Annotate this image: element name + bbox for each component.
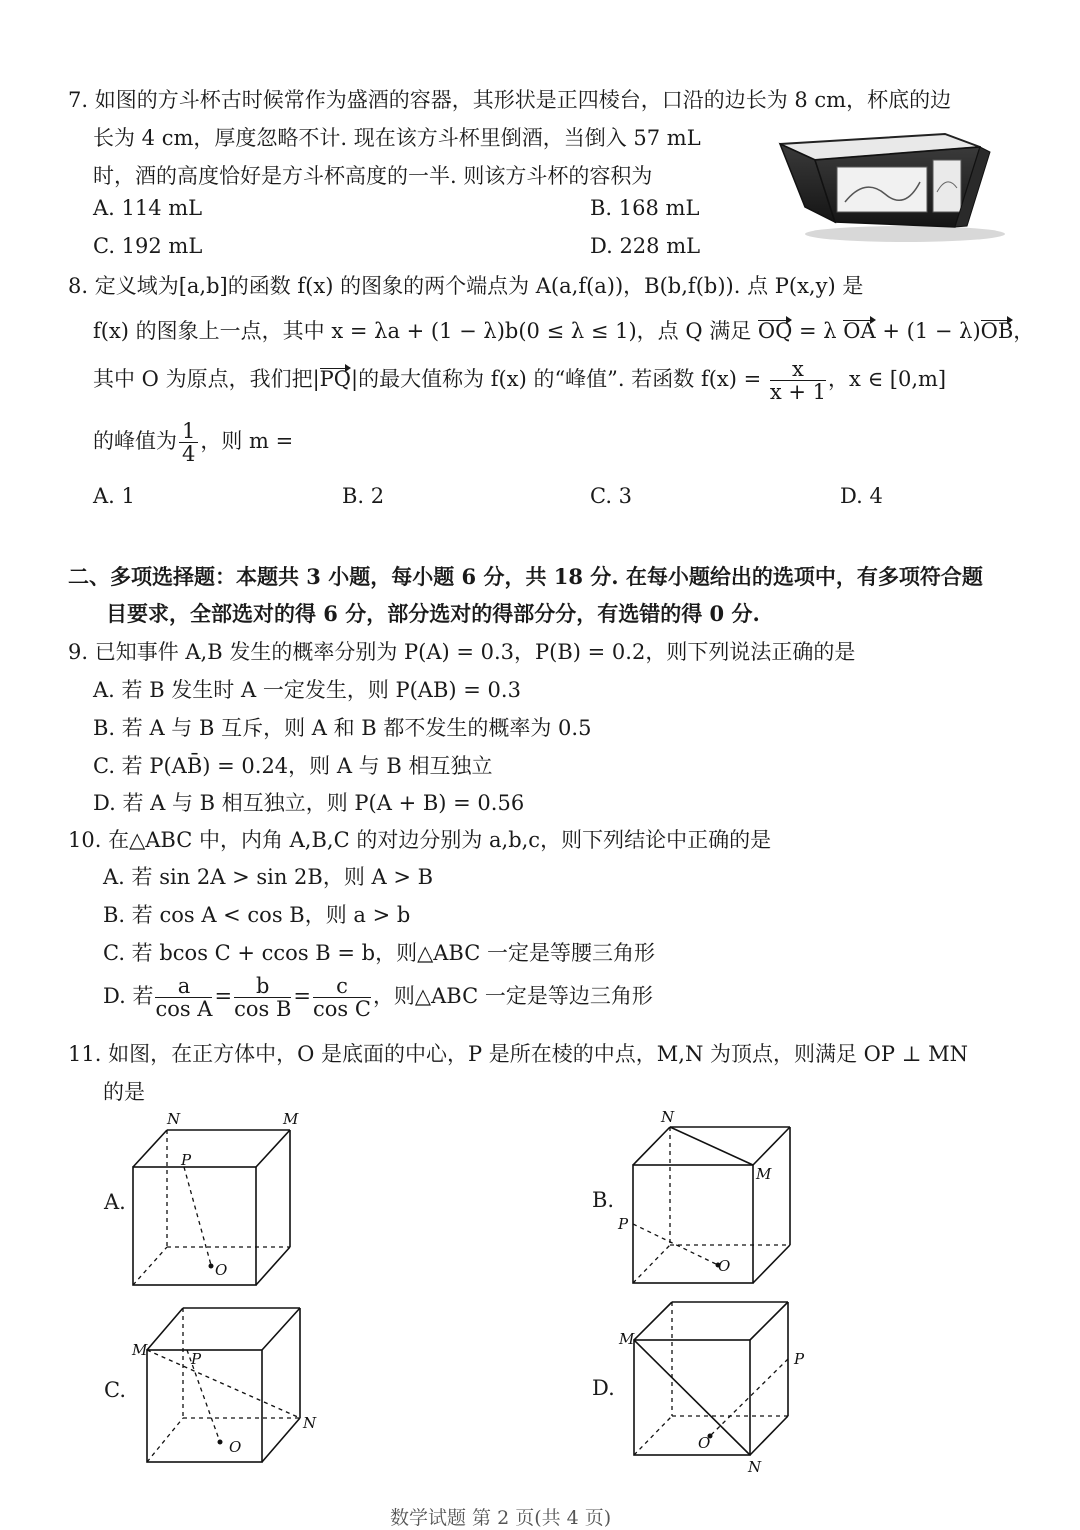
label-m: M xyxy=(756,1165,772,1183)
ratio-c-denominator: cos C xyxy=(313,997,371,1022)
label-p: P xyxy=(618,1215,629,1233)
section2-heading-line1: 二、多项选择题：本题共 3 小题，每小题 6 分，共 18 分. 在每小题给出的选项中，有多项符合题 xyxy=(68,564,983,589)
q10-option-c: C. 若 bcos C + ccos B = b，则△ABC 一定是等腰三角形 xyxy=(103,941,655,965)
q7-stem-line1: 7. 如图的方斗杯古时候常作为盛酒的容器，其形状是正四棱台，口沿的边长为 8 cm，杯底的边 xyxy=(68,88,952,112)
equals-sign-1: = xyxy=(214,984,233,1009)
label-o: O xyxy=(215,1261,228,1279)
label-m: M xyxy=(283,1110,299,1128)
q9-stem: 9. 已知事件 A,B 发生的概率分别为 P(A) = 0.3，P(B) = 0.2，则下列说法正确的是 xyxy=(68,640,856,664)
peak-fraction xyxy=(179,420,198,465)
equals-sign-2: = xyxy=(293,984,311,1009)
q8-line4-text-b: ，则 m = xyxy=(200,429,294,454)
label-n: N xyxy=(303,1414,317,1432)
q10-option-b: B. 若 cos A < cos B，则 a > b xyxy=(103,903,411,927)
q7-option-d: D. 228 mL xyxy=(590,234,701,258)
figure-label-d: D. xyxy=(592,1376,615,1400)
q7-stem-line2: 长为 4 cm，厚度忽略不计. 现在该方斗杯里倒酒，当倒入 57 mL xyxy=(93,126,701,150)
ratio-a-denominator: cos A xyxy=(155,997,213,1022)
label-p: P xyxy=(181,1151,192,1169)
q8-option-a: A. 1 xyxy=(93,484,135,508)
label-o: O xyxy=(718,1257,731,1275)
ratio-b-numerator: b xyxy=(234,975,291,998)
label-n: N xyxy=(661,1108,675,1126)
label-m: M xyxy=(619,1330,635,1348)
q8-line2-text-b: = λ xyxy=(792,319,844,343)
q10-optd-prefix: D. 若 xyxy=(103,984,154,1009)
cube-figure-b xyxy=(610,1105,810,1295)
q7-option-c: C. 192 mL xyxy=(93,234,203,258)
q8-option-c: C. 3 xyxy=(590,484,633,508)
label-o: O xyxy=(229,1438,242,1456)
vector-oq: OQ xyxy=(757,319,793,343)
q8-option-d: D. 4 xyxy=(840,484,883,508)
q9-option-c: C. 若 P(AB̄) = 0.24，则 A 与 B 相互独立 xyxy=(93,754,493,778)
q8-line2-text-a: f(x) 的图象上一点，其中 x = λa + (1 − λ)b(0 ≤ λ ≤ 1)，点 Q 满足 xyxy=(93,319,758,343)
q8-stem-line3 xyxy=(93,358,946,403)
label-o: O xyxy=(698,1434,711,1452)
label-m: M xyxy=(132,1341,148,1359)
ratio-a-numerator: a xyxy=(155,975,212,998)
q8-stem-line4 xyxy=(93,420,293,465)
q8-stem-line1: 8. 定义域为[a,b]的函数 f(x) 的图象的两个端点为 A(a,f(a))，B(b,f(b)). 点 P(x,y) 是 xyxy=(68,274,864,298)
q7-stem-line3: 时，酒的高度恰好是方斗杯高度的一半. 则该方斗杯的容积为 xyxy=(93,164,653,188)
ratio-c-numerator: c xyxy=(313,975,371,998)
fraction-numerator: x xyxy=(770,358,826,381)
q8-line3-text-c: ，x ∈ [0,m] xyxy=(828,367,947,392)
q10-stem: 10. 在△ABC 中，内角 A,B,C 的对边分别为 a,b,c，则下列结论中正确的是 xyxy=(68,828,772,852)
q8-line3-text-b: |的最大值称为 f(x) 的“峰值”. 若函数 f(x) = xyxy=(351,367,768,392)
q11-stem-line1: 11. 如图，在正方体中，O 是底面的中心，P 是所在棱的中点，M,N 为顶点，则满足 OP ⊥ MN xyxy=(68,1042,968,1066)
function-fraction xyxy=(770,358,826,403)
fraction-denominator: x + 1 xyxy=(769,380,827,405)
q8-option-b: B. 2 xyxy=(342,484,385,508)
peak-denominator: 4 xyxy=(182,442,196,467)
label-p: P xyxy=(191,1350,202,1368)
peak-numerator: 1 xyxy=(179,420,198,443)
ratio-b-denominator: cos B xyxy=(234,997,292,1022)
label-n: N xyxy=(167,1110,181,1128)
cube-figure-c xyxy=(125,1300,325,1465)
cube-figure-a xyxy=(125,1105,315,1295)
ratio-fraction-c xyxy=(313,975,371,1020)
q10-optd-suffix: ，则△ABC 一定是等边三角形 xyxy=(372,984,653,1009)
q8-line4-text-a: 的峰值为 xyxy=(93,429,177,454)
ratio-fraction-b xyxy=(234,975,291,1020)
label-n: N xyxy=(748,1458,762,1476)
vector-pq: PQ xyxy=(319,367,352,392)
figure-label-b: B. xyxy=(592,1188,615,1212)
q7-option-b: B. 168 mL xyxy=(590,196,700,220)
figure-label-a: A. xyxy=(104,1190,126,1214)
q10-option-d xyxy=(103,975,653,1020)
q10-option-a: A. 若 sin 2A > sin 2B，则 A > B xyxy=(103,865,434,889)
square-cup-illustration xyxy=(775,122,1015,247)
vector-oa: OA xyxy=(843,319,876,343)
q8-line2-text-d: ， xyxy=(1013,319,1035,343)
vector-ob: OB xyxy=(980,319,1014,343)
q9-option-d: D. 若 A 与 B 相互独立，则 P(A + B) = 0.56 xyxy=(93,791,525,815)
cube-figure-d xyxy=(610,1298,810,1478)
q8-line3-text-a: 其中 O 为原点，我们把| xyxy=(93,367,320,392)
q9-option-b: B. 若 A 与 B 互斥，则 A 和 B 都不发生的概率为 0.5 xyxy=(93,716,592,740)
q8-stem-line2 xyxy=(93,315,1034,345)
section2-heading-line2: 目要求，全部选对的得 6 分，部分选对的得部分分，有选错的得 0 分. xyxy=(106,601,760,626)
q8-line2-text-c: + (1 − λ) xyxy=(875,319,981,343)
q11-stem-line2: 的是 xyxy=(103,1080,145,1104)
label-p: P xyxy=(794,1350,805,1368)
figure-label-c: C. xyxy=(104,1378,126,1402)
q7-option-a: A. 114 mL xyxy=(93,196,203,220)
q9-option-a: A. 若 B 发生时 A 一定发生，则 P(AB) = 0.3 xyxy=(93,678,521,702)
page-footer: 数学试题 第 2 页(共 4 页) xyxy=(390,1507,612,1529)
ratio-fraction-a xyxy=(155,975,212,1020)
